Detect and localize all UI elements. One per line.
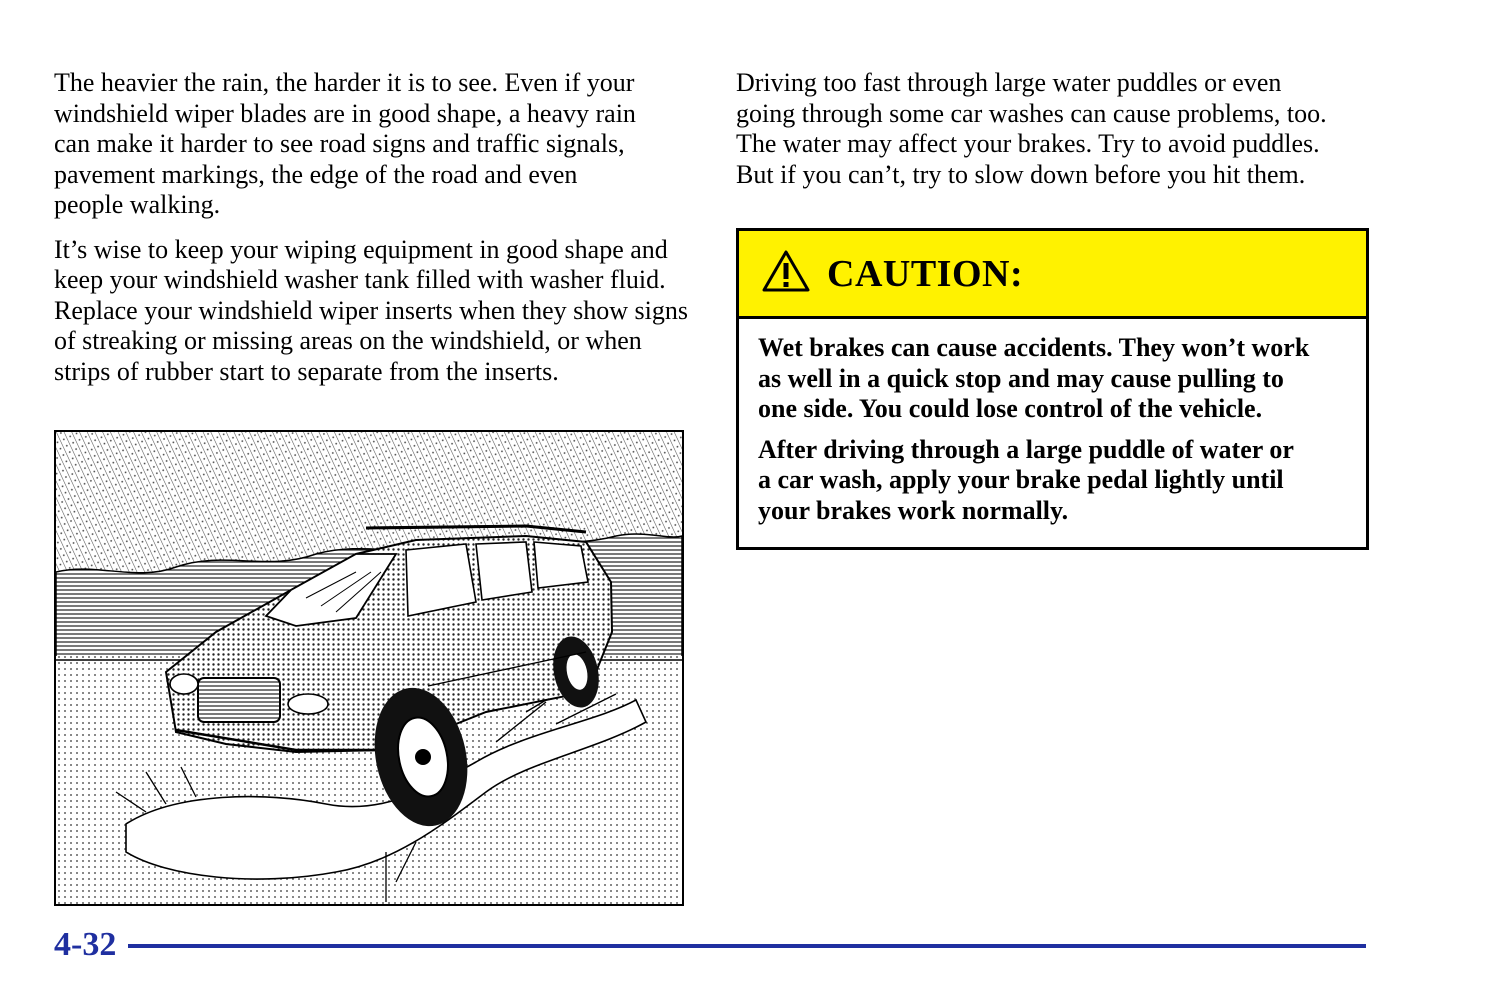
- caution-warning-text: Wet brakes can cause accidents. They won’t work as well in a quick stop and may cause pulling to one side. You could lose control of the vehicle.: [758, 333, 1310, 423]
- intro-paragraph: The heavier the rain, the harder it is to see. Even if your windshield wiper blades are in good shape, a heavy rain can make it harder to see road signs and traffic signals, pavement markings, the edge of the road and even people walking.: [54, 68, 636, 219]
- right-column: [736, 68, 1376, 204]
- caution-box: [736, 228, 1369, 550]
- page-number: 4-32: [54, 926, 117, 963]
- caution-instruction-text: After driving through a large puddle of water or a car wash, apply your brake pedal lightly until your brakes work normally.: [758, 434, 1294, 525]
- footer-rule: [128, 944, 1366, 948]
- caution-title: CAUTION:: [827, 252, 1024, 295]
- puddles-paragraph: Driving too fast through large water puddles or even going through some car washes can cause problems, too. The water may affect your brakes. Try to avoid puddles. But if you can’t, try to slow down before you hit them.: [736, 68, 1327, 189]
- caution-header: [739, 231, 1366, 319]
- warning-triangle-icon: [761, 249, 811, 298]
- caution-body: [739, 319, 1366, 526]
- left-column: [54, 68, 694, 401]
- suv-puddle-illustration: [54, 430, 684, 906]
- wiper-maintenance-paragraph: It’s wise to keep your wiping equipment in good shape and keep your windshield washer tank filled with washer fluid. Replace your windshield wiper inserts when they show signs of streaking or missing areas on the windshield, or when strips of rubber start to separate from the inserts.: [54, 234, 689, 386]
